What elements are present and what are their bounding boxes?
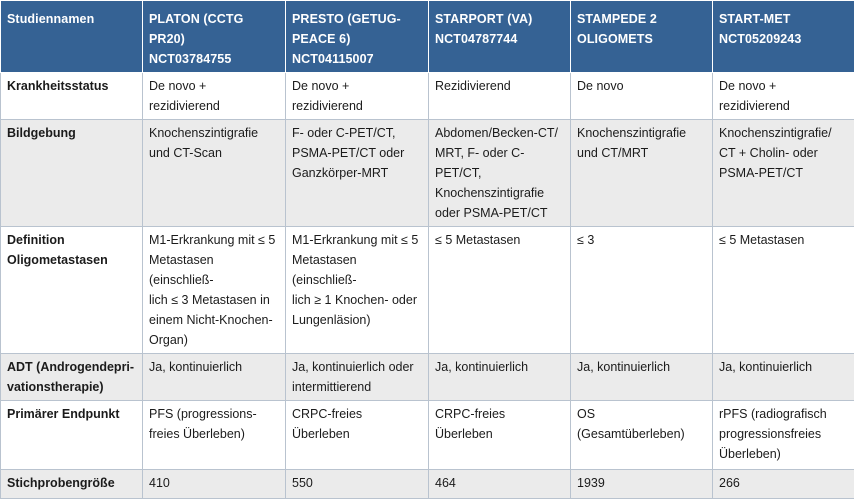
header-label: Studiennamen [1,1,143,73]
table-cell: Ja, kontinuierlich [571,354,713,401]
table-cell: 410 [143,470,286,499]
table-cell: Knochenszintigrafie und CT/MRT [571,120,713,227]
row-label: Bildgebung [1,120,143,227]
row-label: Primärer Endpunkt [1,401,143,470]
table-cell: CRPC-freies Überleben [429,401,571,470]
table-cell: PFS (progressions- freies Überleben) [143,401,286,470]
table-row [1,73,854,120]
table-row [1,354,854,401]
table-cell: Ja, kontinuierlich oder intermittierend [286,354,429,401]
table-cell: Knochenszintigrafie und CT-Scan [143,120,286,227]
table-cell: ≤ 5 Metastasen [713,227,854,354]
table-cell: 266 [713,470,854,499]
header-study-start-met: START-MET NCT05209243 [713,1,854,73]
header-study-starport: STARPORT (VA) NCT04787744 [429,1,571,73]
row-label: Definition Oligometastasen [1,227,143,354]
table-cell: De novo + rezidivierend [286,73,429,120]
table-cell: Abdomen/Becken-CT/ MRT, F- oder C-PET/CT, Knochenszintigrafie oder PSMA-PET/CT [429,120,571,227]
row-label: ADT (Androgendepri- vationstherapie) [1,354,143,401]
table-cell: M1-Erkrankung mit ≤ 5 Metastasen (einschließ- lich ≥ 1 Knochen- oder Lungenläsion) [286,227,429,354]
table-cell: Ja, kontinuierlich [429,354,571,401]
table-cell: F- oder C-PET/CT, PSMA-PET/CT oder Ganzkörper-MRT [286,120,429,227]
table-cell: CRPC-freies Überleben [286,401,429,470]
header-study-stampede: STAMPEDE 2 OLIGOMETS [571,1,713,73]
table-cell: De novo [571,73,713,120]
table-row [1,227,854,354]
table-cell: Ja, kontinuierlich [713,354,854,401]
table-cell: Ja, kontinuierlich [143,354,286,401]
table-cell: Rezidivierend [429,73,571,120]
table-cell: OS (Gesamtüberleben) [571,401,713,470]
table-cell: 550 [286,470,429,499]
table-cell: rPFS (radiografisch progressionsfreies Überleben) [713,401,854,470]
header-study-platon: PLATON (CCTG PR20) NCT03784755 [143,1,286,73]
table-cell: Knochenszintigrafie/ CT + Cholin- oder PSMA-PET/CT [713,120,854,227]
table-cell: M1-Erkrankung mit ≤ 5 Metastasen (einschließ- lich ≤ 3 Metastasen in einem Nicht-Knochen- Organ) [143,227,286,354]
table-cell: ≤ 3 [571,227,713,354]
table-cell: 464 [429,470,571,499]
table-row [1,470,854,499]
table-cell: ≤ 5 Metastasen [429,227,571,354]
table-cell: 1939 [571,470,713,499]
table-cell: De novo + rezidivierend [713,73,854,120]
row-label: Krankheitsstatus [1,73,143,120]
header-row [1,1,854,73]
table-row [1,120,854,227]
row-label: Stichprobengröße [1,470,143,499]
table-cell: De novo + rezidivierend [143,73,286,120]
table-row [1,401,854,470]
header-study-presto: PRESTO (GETUG- PEACE 6) NCT04115007 [286,1,429,73]
